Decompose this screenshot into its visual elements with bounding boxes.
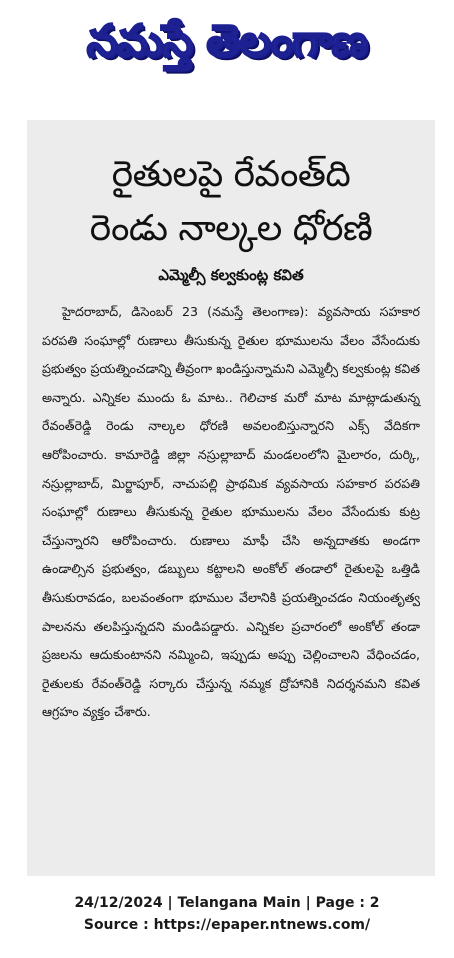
footer-source: Source : https://epaper.ntnews.com/	[83, 917, 371, 933]
newspaper-logo: నమస్తే తెలంగాణ	[86, 16, 368, 67]
article-byline: ఎమ్మెల్సీ కల్వకుంట్ల కవిత	[158, 266, 304, 284]
masthead	[26, 6, 428, 88]
article-headline	[27, 148, 435, 256]
news-clipping	[27, 120, 435, 876]
footer-date-edition-page: 24/12/2024 | Telangana Main | Page : 2	[74, 895, 380, 911]
headline-line-2: రెండు నాల్కల ధోరణి	[89, 208, 373, 249]
article-body: హైదరాబాద్, డిసెంబర్ 23 (నమస్తే తెలంగాణ): వ్యవసాయ సహకార పరపతి సంఘాల్లో రుణాలు తీసుకున్న రైతుల భూములను వేలం వేసేందుకు ప్రభుత్వం ప్రయత్నించడాన్ని తీవ్రంగా ఖండిస్తున్నామని ఎమ్మెల్సీ కల్వకుంట్ల కవిత అన్నారు. ఎన్నికల ముందు ఓ మాట.. గెలిచాక మరో మాట మాట్లాడుతున్న రేవంత్‌రెడ్డి రెండు నాల్కల ధోరణి అవలంబిస్తున్నారని ఎక్స్ వేదికగా ఆరోపించారు. కామారెడ్డి జిల్లా నస్రుల్లాబాద్ మండలంలోని మైలారం, దుర్కి, నస్రుల్లాబాద్, మిర్జాపూర్, నాచుపల్లి ప్రాథమిక వ్యవసాయ సహకార పరపతి సంఘాల్లో రుణాలు తీసుకున్న రైతుల భూములను వేలం వేసేందుకు కుట్ర చేస్తున్నారని ఆరోపించారు. రుణాలు మాఫీ చేసి అన్నదాతకు అండగా ఉండాల్సిన ప్రభుత్వం, డబ్బులు కట్టాలని అంకోల్ తండాలో రైతులపై ఒత్తిడి తీసుకురావడం, బలవంతంగా భూముల వేలానికి ప్రయత్నించడం నియంతృత్వ పాలనను తలపిస్తున్నదని మండిపడ్డారు. ఎన్నికల ప్రచారంలో అంకోల్ తండా ప్రజలను ఆదుకుంటానని నమ్మించి, ఇప్పుడు అప్పు చెల్లించాలని వేధించడం, రైతులకు రేవంత్‌రెడ్డి సర్కారు చేస్తున్న నమ్మక ద్రోహానికి నిదర్శనమని కవిత ఆగ్రహం వ్యక్తం చేశారు.	[42, 304, 420, 720]
headline-line-1: రైతులపై రేవంత్‌ది	[111, 154, 351, 195]
